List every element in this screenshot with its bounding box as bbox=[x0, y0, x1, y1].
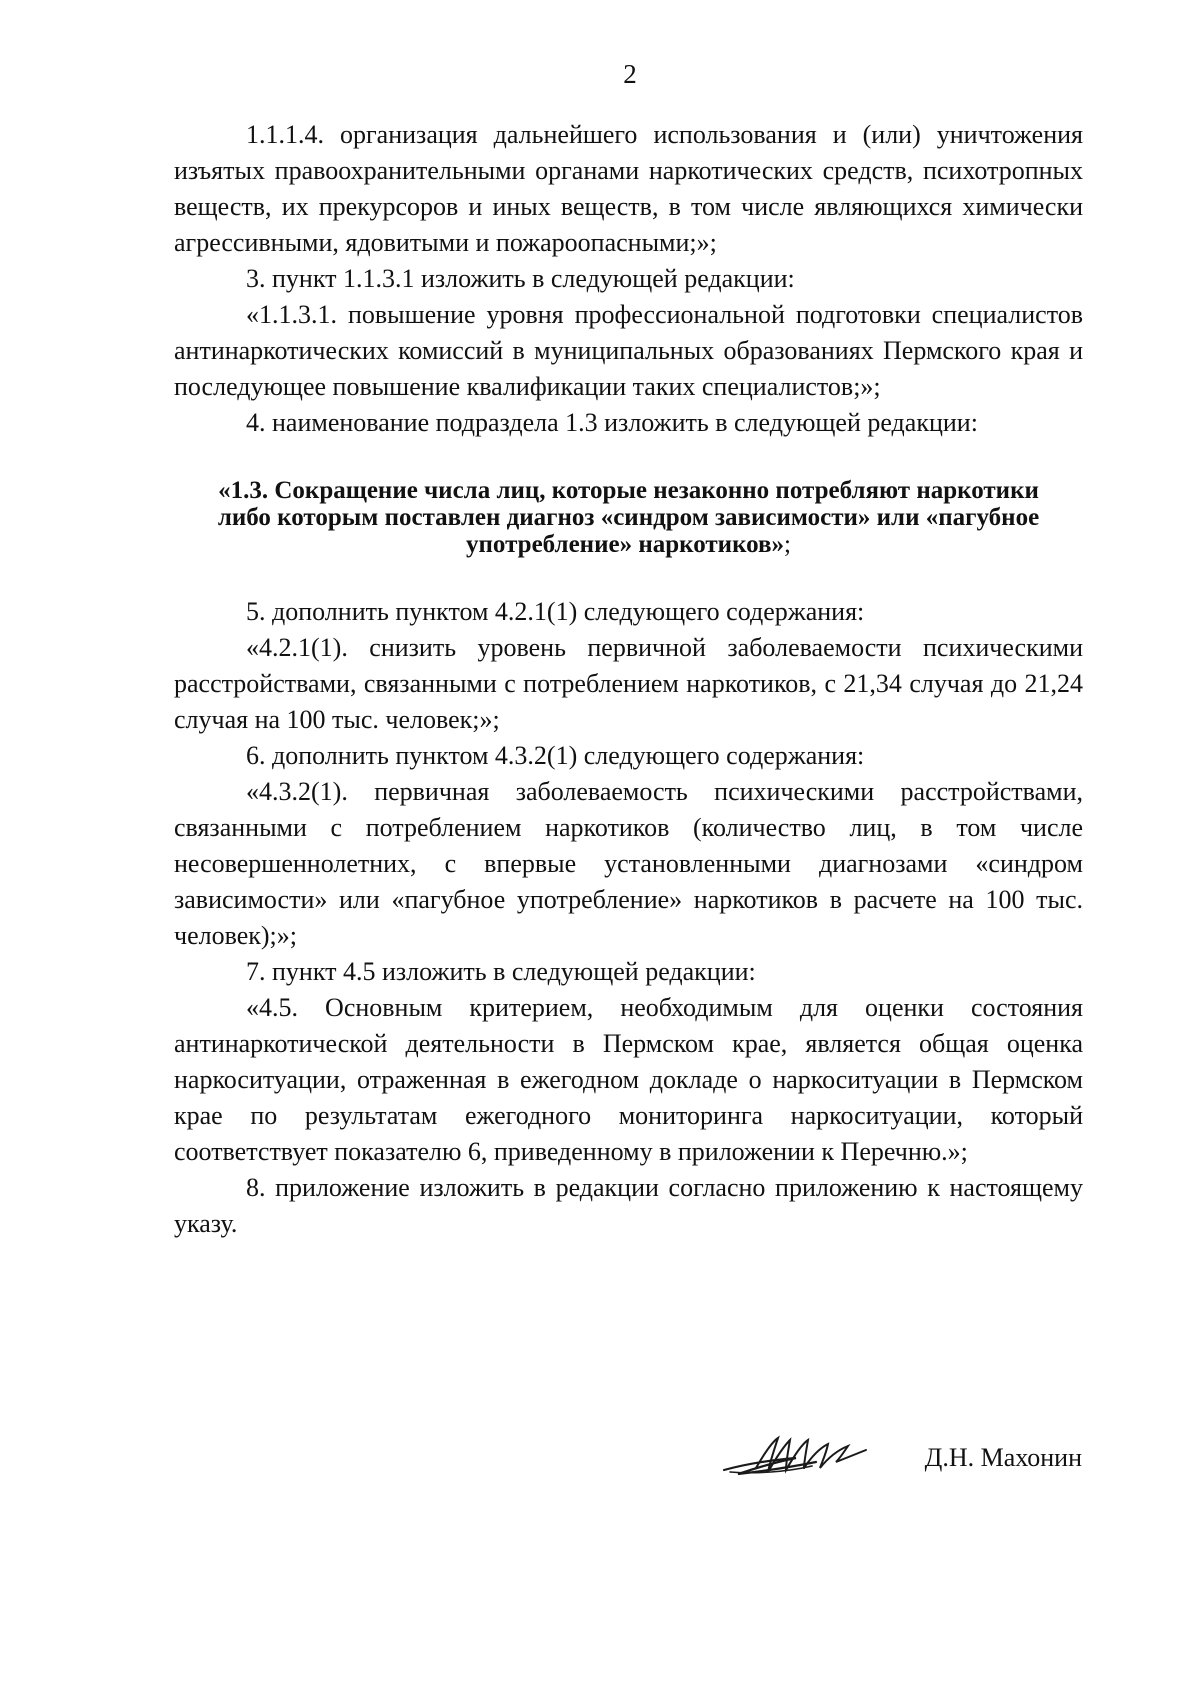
section-heading-text: «1.3. Сокращение числа лиц, которые незаконно потребляют наркотики либо которым поставлен диагноз «синдром зависимости» или «пагубное употребление» наркотиков» bbox=[217, 477, 1040, 558]
paragraph-item-4: 4. наименование подраздела 1.3 изложить в следующей редакции: bbox=[246, 408, 978, 437]
section-heading-1-3 bbox=[174, 477, 1083, 558]
paragraph-1-1-1-4: 1.1.1.4. организация дальнейшего использования и (или) уничтожения изъятых правоохранительными органами наркотических средств, психотропных веществ, их прекурсоров и иных веществ, в том числе являющихся химически агрессивными, ядовитыми и пожароопасными;»; bbox=[174, 120, 1083, 257]
page-number: 2 bbox=[623, 59, 637, 89]
document-body bbox=[174, 117, 1083, 1242]
handwritten-signature bbox=[716, 1428, 876, 1488]
section-heading-punctuation: ; bbox=[784, 531, 791, 558]
signature-block bbox=[716, 1428, 1096, 1488]
paragraph-4-2-1-1: «4.2.1(1). снизить уровень первичной заболеваемости психическими расстройствами, связанными с потреблением наркотиков, с 21,34 случая до 21,24 случая на 100 тыс. человек;»; bbox=[174, 633, 1083, 734]
paragraph-item-3: 3. пункт 1.1.3.1 изложить в следующей редакции: bbox=[246, 264, 795, 293]
paragraph-item-8: 8. приложение изложить в редакции согласно приложению к настоящему указу. bbox=[174, 1173, 1083, 1238]
paragraph-item-7: 7. пункт 4.5 изложить в следующей редакции: bbox=[246, 957, 756, 986]
paragraph-item-5: 5. дополнить пунктом 4.2.1(1) следующего содержания: bbox=[246, 597, 865, 626]
paragraph-item-6: 6. дополнить пунктом 4.3.2(1) следующего содержания: bbox=[246, 741, 865, 770]
signer-name: Д.Н. Махонин bbox=[924, 1443, 1082, 1472]
paragraph-4-5: «4.5. Основным критерием, необходимым для оценки состояния антинаркотической деятельности в Пермском крае, является общая оценка наркоситуации, отраженная в ежегодном докладе о наркоситуации в Пермском крае по результатам ежегодного мониторинга наркоситуации, который соответствует показателю 6, приведенному в приложении к Перечню.»; bbox=[174, 993, 1083, 1166]
paragraph-4-3-2-1: «4.3.2(1). первичная заболеваемость психическими расстройствами, связанными с потреблением наркотиков (количество лиц, в том числе несовершеннолетних, с впервые установленными диагнозами «синдром зависимости» или «пагубное употребление» наркотиков в расчете на 100 тыс. человек);»; bbox=[174, 777, 1083, 950]
paragraph-1-1-3-1: «1.1.3.1. повышение уровня профессиональной подготовки специалистов антинаркотических комиссий в муниципальных образованиях Пермского края и последующее повышение квалификации таких специалистов;»; bbox=[174, 300, 1083, 401]
